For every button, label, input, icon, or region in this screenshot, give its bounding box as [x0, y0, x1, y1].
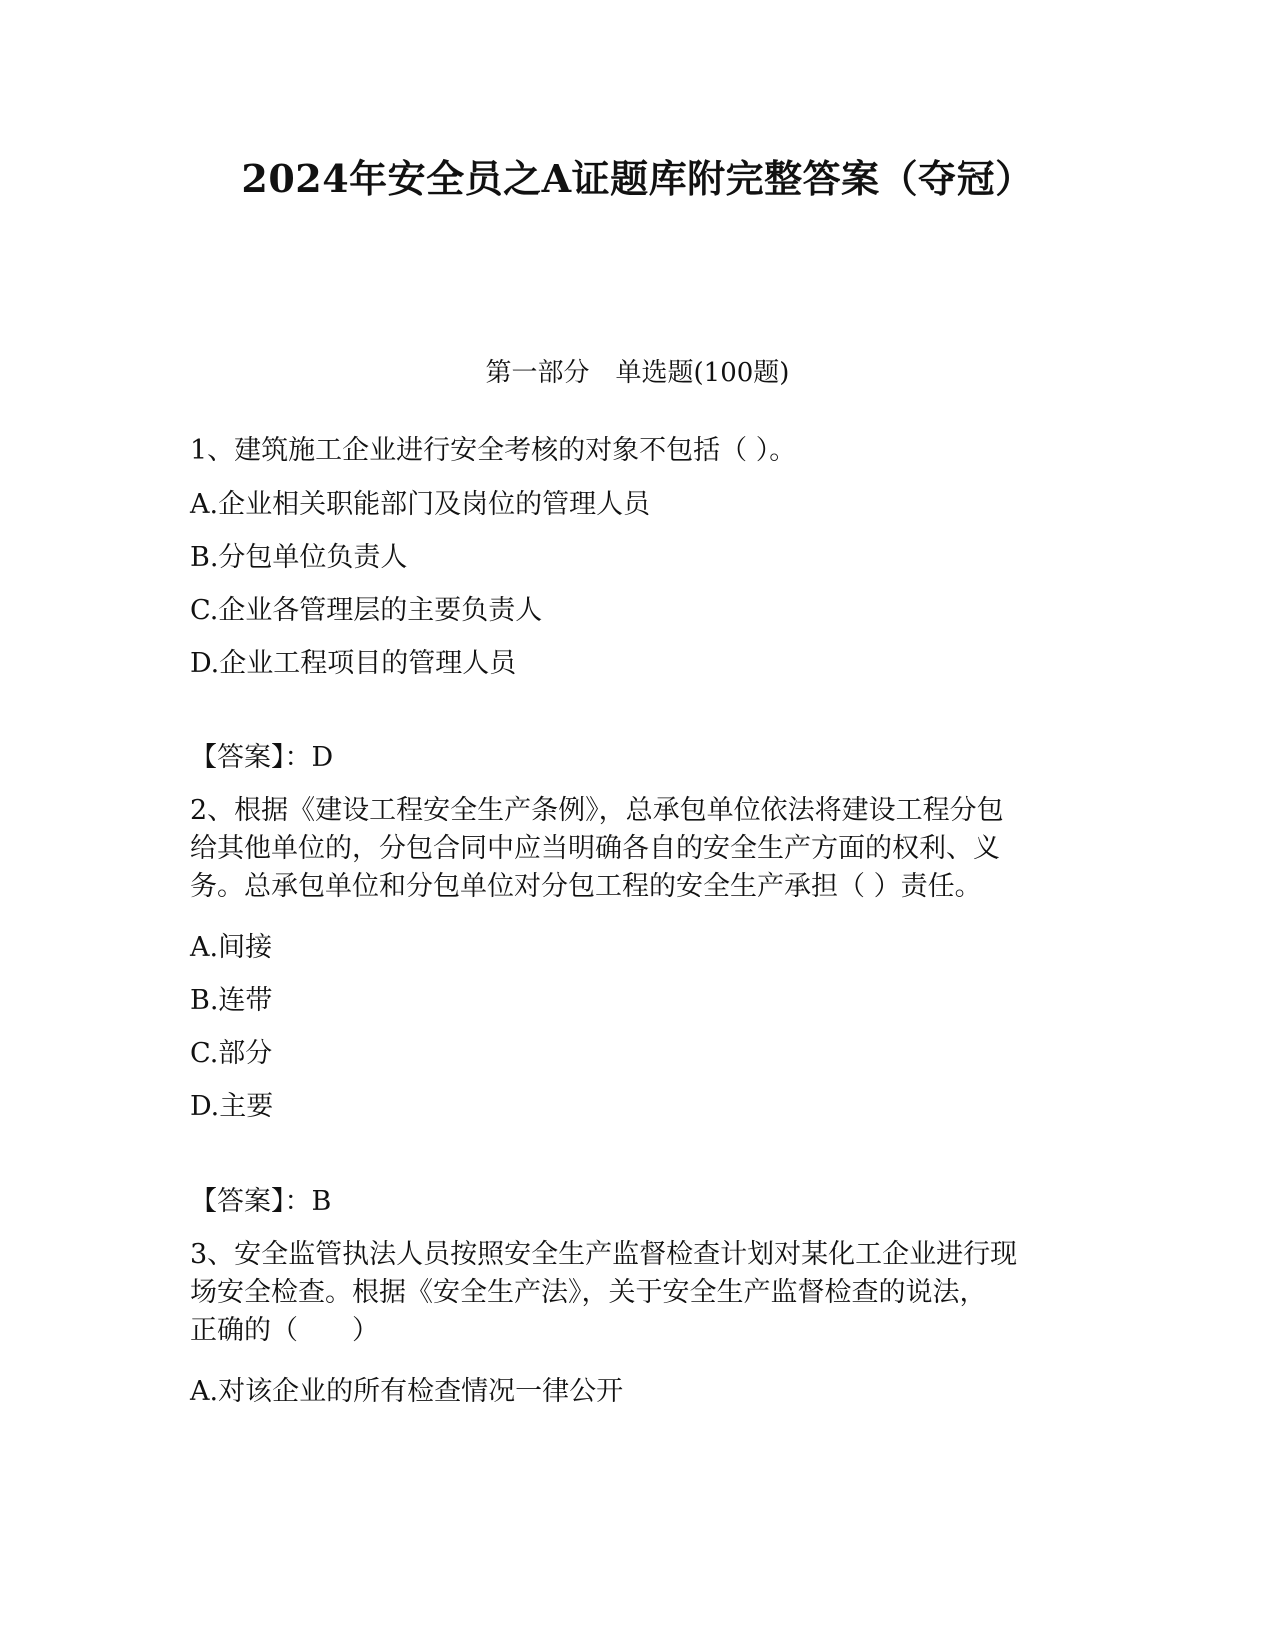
- question-1: [190, 432, 1080, 470]
- question-2-stem-line-3: 务。总承包单位和分包单位对分包工程的安全生产承担（ ）责任。: [190, 871, 982, 902]
- question-3-stem-line-3: 正确的（ ）: [190, 1315, 379, 1346]
- question-2-option-c: C.部分: [190, 1038, 273, 1069]
- question-2-option-a: A.间接: [190, 932, 273, 963]
- question-3-stem-line-2: 场安全检查。根据《安全生产法》，关于安全生产监督检查的说法，: [190, 1277, 987, 1308]
- question-3: [190, 1236, 1080, 1350]
- document-title: 2024年安全员之A证题库附完整答案（夺冠）: [241, 156, 1034, 201]
- question-2-stem-line-2: 给其他单位的，分包合同中应当明确各自的安全生产方面的权利、义: [190, 833, 1000, 864]
- question-1-option-c: C.企业各管理层的主要负责人: [190, 595, 543, 626]
- question-2-answer: 【答案】：B: [190, 1186, 332, 1217]
- question-3-option-a: A.对该企业的所有检查情况一律公开: [190, 1376, 624, 1407]
- question-1-option-b: B.分包单位负责人: [190, 542, 408, 573]
- section-heading: 第一部分 单选题(100题): [485, 358, 790, 388]
- question-1-option-a: A.企业相关职能部门及岗位的管理人员: [190, 489, 651, 520]
- question-1-answer: 【答案】：D: [190, 742, 334, 773]
- question-2: [190, 792, 1080, 906]
- question-1-option-d: D.企业工程项目的管理人员: [190, 648, 517, 679]
- question-2-option-d: D.主要: [190, 1091, 274, 1122]
- question-2-stem-line-1: 2、根据《建设工程安全生产条例》，总承包单位依法将建设工程分包: [190, 795, 1004, 826]
- question-3-stem-line-1: 3、安全监管执法人员按照安全生产监督检查计划对某化工企业进行现: [190, 1239, 1018, 1270]
- question-1-stem: 1、建筑施工企业进行安全考核的对象不包括（ ）。: [190, 435, 797, 466]
- question-2-option-b: B.连带: [190, 985, 273, 1016]
